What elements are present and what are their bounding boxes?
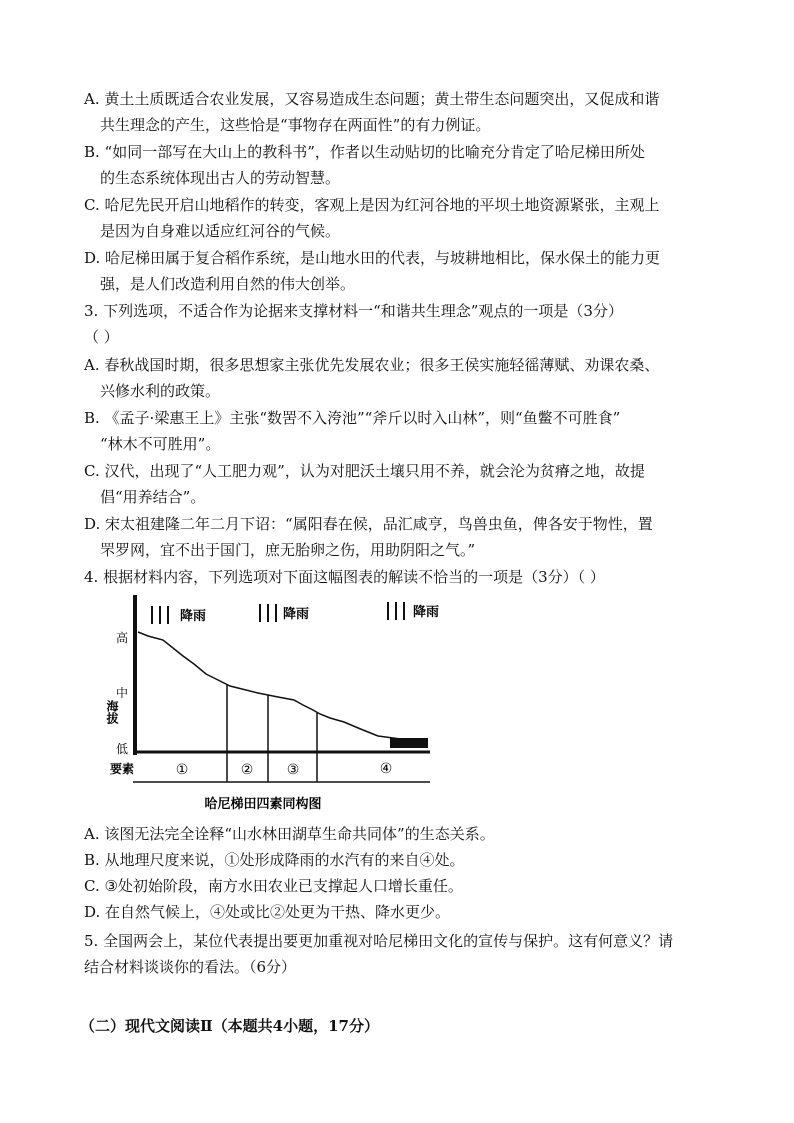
q3-option-c-line-1: C. 汉代，出现了“人工肥力观”，认为对肥沃土壤只用不养，就会沦为贫瘠之地，故提 — [84, 462, 645, 480]
option-b — [84, 139, 724, 191]
zone-3: ③ — [286, 762, 300, 778]
option-a-line-1: A. 黄土土质既适合农业发展，又容易造成生态问题；黄土带生态问题突出，又促成和谐 — [84, 90, 660, 108]
q4-option-c: C. ③处初始阶段，南方水田农业已支撑起人口增长重任。 — [84, 877, 463, 895]
question-3-option-a — [84, 352, 724, 404]
zone-1: ① — [175, 762, 189, 778]
option-c-line-2: 是因为自身难以适应红河谷的气候。 — [100, 222, 341, 240]
question-4 — [84, 564, 724, 590]
question-5 — [84, 928, 724, 980]
question-3-option-b — [84, 405, 724, 457]
level-mid: 中 — [116, 686, 129, 700]
question-3 — [84, 298, 724, 350]
section-heading: （二）现代文阅读Ⅱ（本题共4小题，17分） — [80, 1017, 379, 1035]
option-b-line-2: 的生态系统体现出古人的劳动智慧。 — [100, 169, 341, 187]
q3-option-a-line-1: A. 春秋战国时期，很多思想家主张优先发展农业；很多王侯实施轻徭薄赋、劝课农桑、 — [84, 356, 660, 374]
rain-label-3: 降雨 — [413, 605, 440, 620]
q3-option-b-line-1: B. 《孟子·梁惠王上》主张“数罟不入洿池”“斧斤以时入山林”，则“鱼鳖不可胜食” — [84, 409, 621, 427]
question-3-option-c — [84, 458, 724, 510]
question-3-stem: 3. 下列选项，不适合作为论据来支撑材料一“和谐共生理念”观点的一项是（3分） — [84, 302, 623, 320]
option-c — [84, 192, 724, 244]
option-d-line-2: 强，是人们改造利用自然的伟大创举。 — [100, 275, 356, 293]
question-4-stem: 4. 根据材料内容，下列选项对下面这幅图表的解读不恰当的一项是（3分）（ ） — [84, 568, 605, 586]
water-body — [390, 738, 428, 748]
terrain-profile — [138, 632, 408, 740]
q4-option-a: A. 该图无法完全诠释“山水林田湖草生命共同体”的生态关系。 — [84, 825, 495, 843]
elements-label: 要素 — [110, 762, 135, 776]
question-3-option-d — [84, 511, 724, 563]
q4-option-d: D. 在自然气候上，④处或比②处更为干热、降水更少。 — [84, 903, 451, 921]
q4-option-b: B. 从地理尺度来说，①处形成降雨的水汽有的来自④处。 — [84, 851, 465, 869]
option-d-line-1: D. 哈尼梯田属于复合稻作系统，是山地水田的代表，与坡耕地相比，保水保土的能力更 — [84, 249, 661, 267]
level-low: 低 — [116, 742, 129, 756]
option-b-line-1: B. “如同一部写在大山上的教科书”，作者以生动贴切的比喻充分肯定了哈尼梯田所处 — [84, 143, 645, 161]
rain-label-2: 降雨 — [283, 607, 310, 622]
q3-option-b-line-2: “林木不可胜用”。 — [100, 435, 221, 453]
question-4-options — [84, 821, 724, 925]
q3-option-d-line-1: D. 宋太祖建隆二年二月下诏：“属阳春在候，品汇咸亨，鸟兽虫鱼，俾各安于物性，置 — [84, 515, 653, 533]
figure-caption: 哈尼梯田四素同构图 — [204, 797, 322, 812]
question-3-blank: （ ） — [84, 328, 119, 346]
zone-2: ② — [240, 762, 254, 778]
question-5-line-2: 结合材料谈谈你的看法。（6分） — [84, 958, 297, 976]
option-a-line-2: 共生理念的产生，这些恰是“事物存在两面性”的有力例证。 — [100, 116, 491, 134]
q3-option-d-line-2: 罘罗网，宜不出于国门，庶无胎卵之伤，用助阴阳之气。” — [100, 541, 476, 559]
option-d — [84, 245, 724, 297]
q3-option-c-line-2: 倡“用养结合”。 — [100, 488, 206, 506]
level-high: 高 — [116, 631, 129, 645]
option-a — [84, 86, 724, 138]
rain-label-1: 降雨 — [180, 609, 207, 624]
q3-option-a-line-2: 兴修水利的政策。 — [100, 382, 221, 400]
elevation-axis-label: 海拔 — [105, 700, 119, 724]
elevation-axis — [133, 595, 137, 755]
terrace-diagram — [105, 590, 440, 815]
question-5-line-1: 5. 全国两会上，某位代表提出要更加重视对哈尼梯田文化的宣传与保护。这有何意义？请 — [84, 932, 674, 950]
option-c-line-1: C. 哈尼先民开启山地稻作的转变，客观上是因为红河谷地的平坝土地资源紧张，主观上 — [84, 196, 660, 214]
zone-4: ④ — [379, 761, 393, 777]
